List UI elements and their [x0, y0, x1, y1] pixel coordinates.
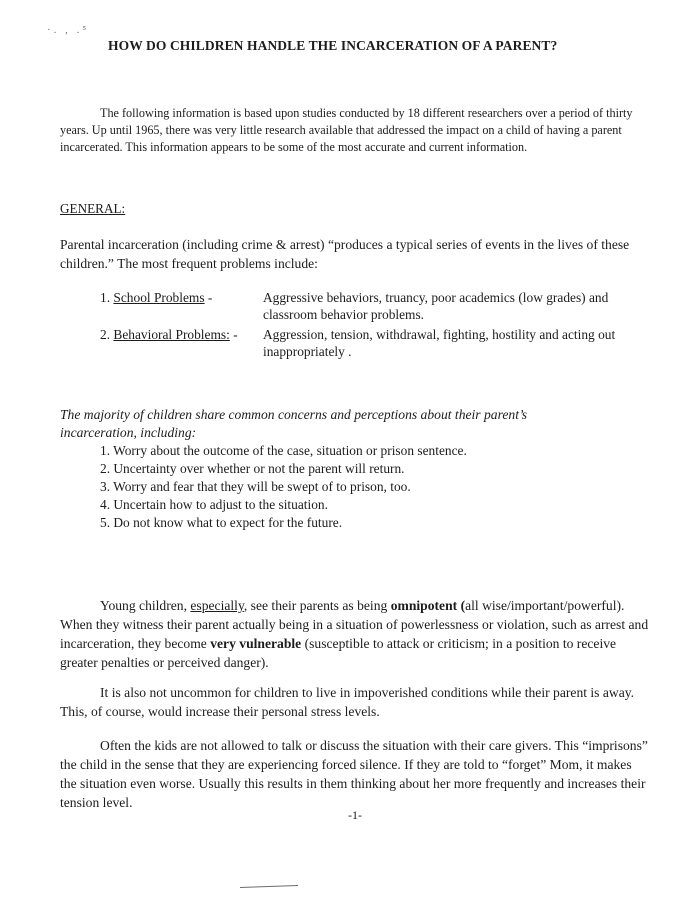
problem-number: 1.	[100, 290, 111, 305]
list-item	[100, 326, 660, 362]
list-item: 5. Do not know what to expect for the future.	[100, 515, 343, 530]
concerns-list	[100, 442, 620, 532]
problem-separator: -	[229, 327, 238, 342]
very-vulnerable-bold: very vulnerable	[210, 636, 302, 651]
page-number: -1-	[348, 808, 362, 822]
concerns-intro: The majority of children share common concerns and perceptions about their parent’s incarceration, including:	[60, 407, 528, 440]
list-item: 4. Uncertain how to adjust to the situation.	[100, 497, 328, 512]
problem-description: Aggression, tension, withdrawal, fighting, hostility and acting out inappropriately .	[263, 327, 616, 359]
impoverished-paragraph: It is also not uncommon for children to live in impoverished conditions while their parent is away. This, of course, would increase their personal stress levels.	[60, 685, 635, 719]
problem-label: School Problems	[113, 290, 205, 305]
general-paragraph: Parental incarceration (including crime & arrest) “produces a typical series of events in the lives of these children.” The most frequent problems include:	[60, 237, 630, 271]
page-title: HOW DO CHILDREN HANDLE THE INCARCERATION OF A PARENT?	[108, 38, 558, 53]
problems-list	[100, 289, 660, 362]
omnipotent-bold: omnipotent (	[390, 598, 466, 613]
scan-mark-line	[240, 885, 298, 888]
problem-label: Behavioral Problems:	[113, 327, 230, 342]
problem-separator: -	[204, 290, 213, 305]
list-item: 2. Uncertainty over whether or not the parent will return.	[100, 461, 405, 476]
forced-silence-paragraph: Often the kids are not allowed to talk or discuss the situation with their care givers. This “imprisons” the child in the sense that they are experiencing forced silence. If they are told to “forget” Mom, it makes the situation even worse. Usually this results in them thinking about her more frequently and increases their tension level.	[60, 738, 648, 810]
list-item: 1. Worry about the outcome of the case, situation or prison sentence.	[100, 443, 467, 458]
general-heading: GENERAL:	[60, 201, 126, 216]
list-item: 3. Worry and fear that they will be swept of to prison, too.	[100, 479, 411, 494]
especially-underlined: especially	[190, 598, 244, 613]
intro-paragraph: The following information is based upon studies conducted by 18 different researchers over a period of thirty years. Up until 1965, there was very little research available that addressed the impact on a child of having a parent incarcerated. This information appears to be some of the most accurate and current information.	[60, 106, 633, 154]
problem-description: Aggressive behaviors, truancy, poor academics (low grades) and classroom behavior problems.	[263, 290, 609, 322]
list-item	[100, 289, 660, 326]
problem-number: 2.	[100, 327, 111, 342]
young-children-paragraph: Young children, especially, see their parents as being omnipotent (all wise/important/powerful). When they witness their parent actually being in a situation of powerlessness or violation, such as arrest and incarceration, they become very vulnerable (susceptible to attack or criticism; in a position to receive greater penalties or perceived danger).	[60, 598, 649, 670]
corner-scan-marks: ·. , .⁵	[47, 24, 90, 36]
